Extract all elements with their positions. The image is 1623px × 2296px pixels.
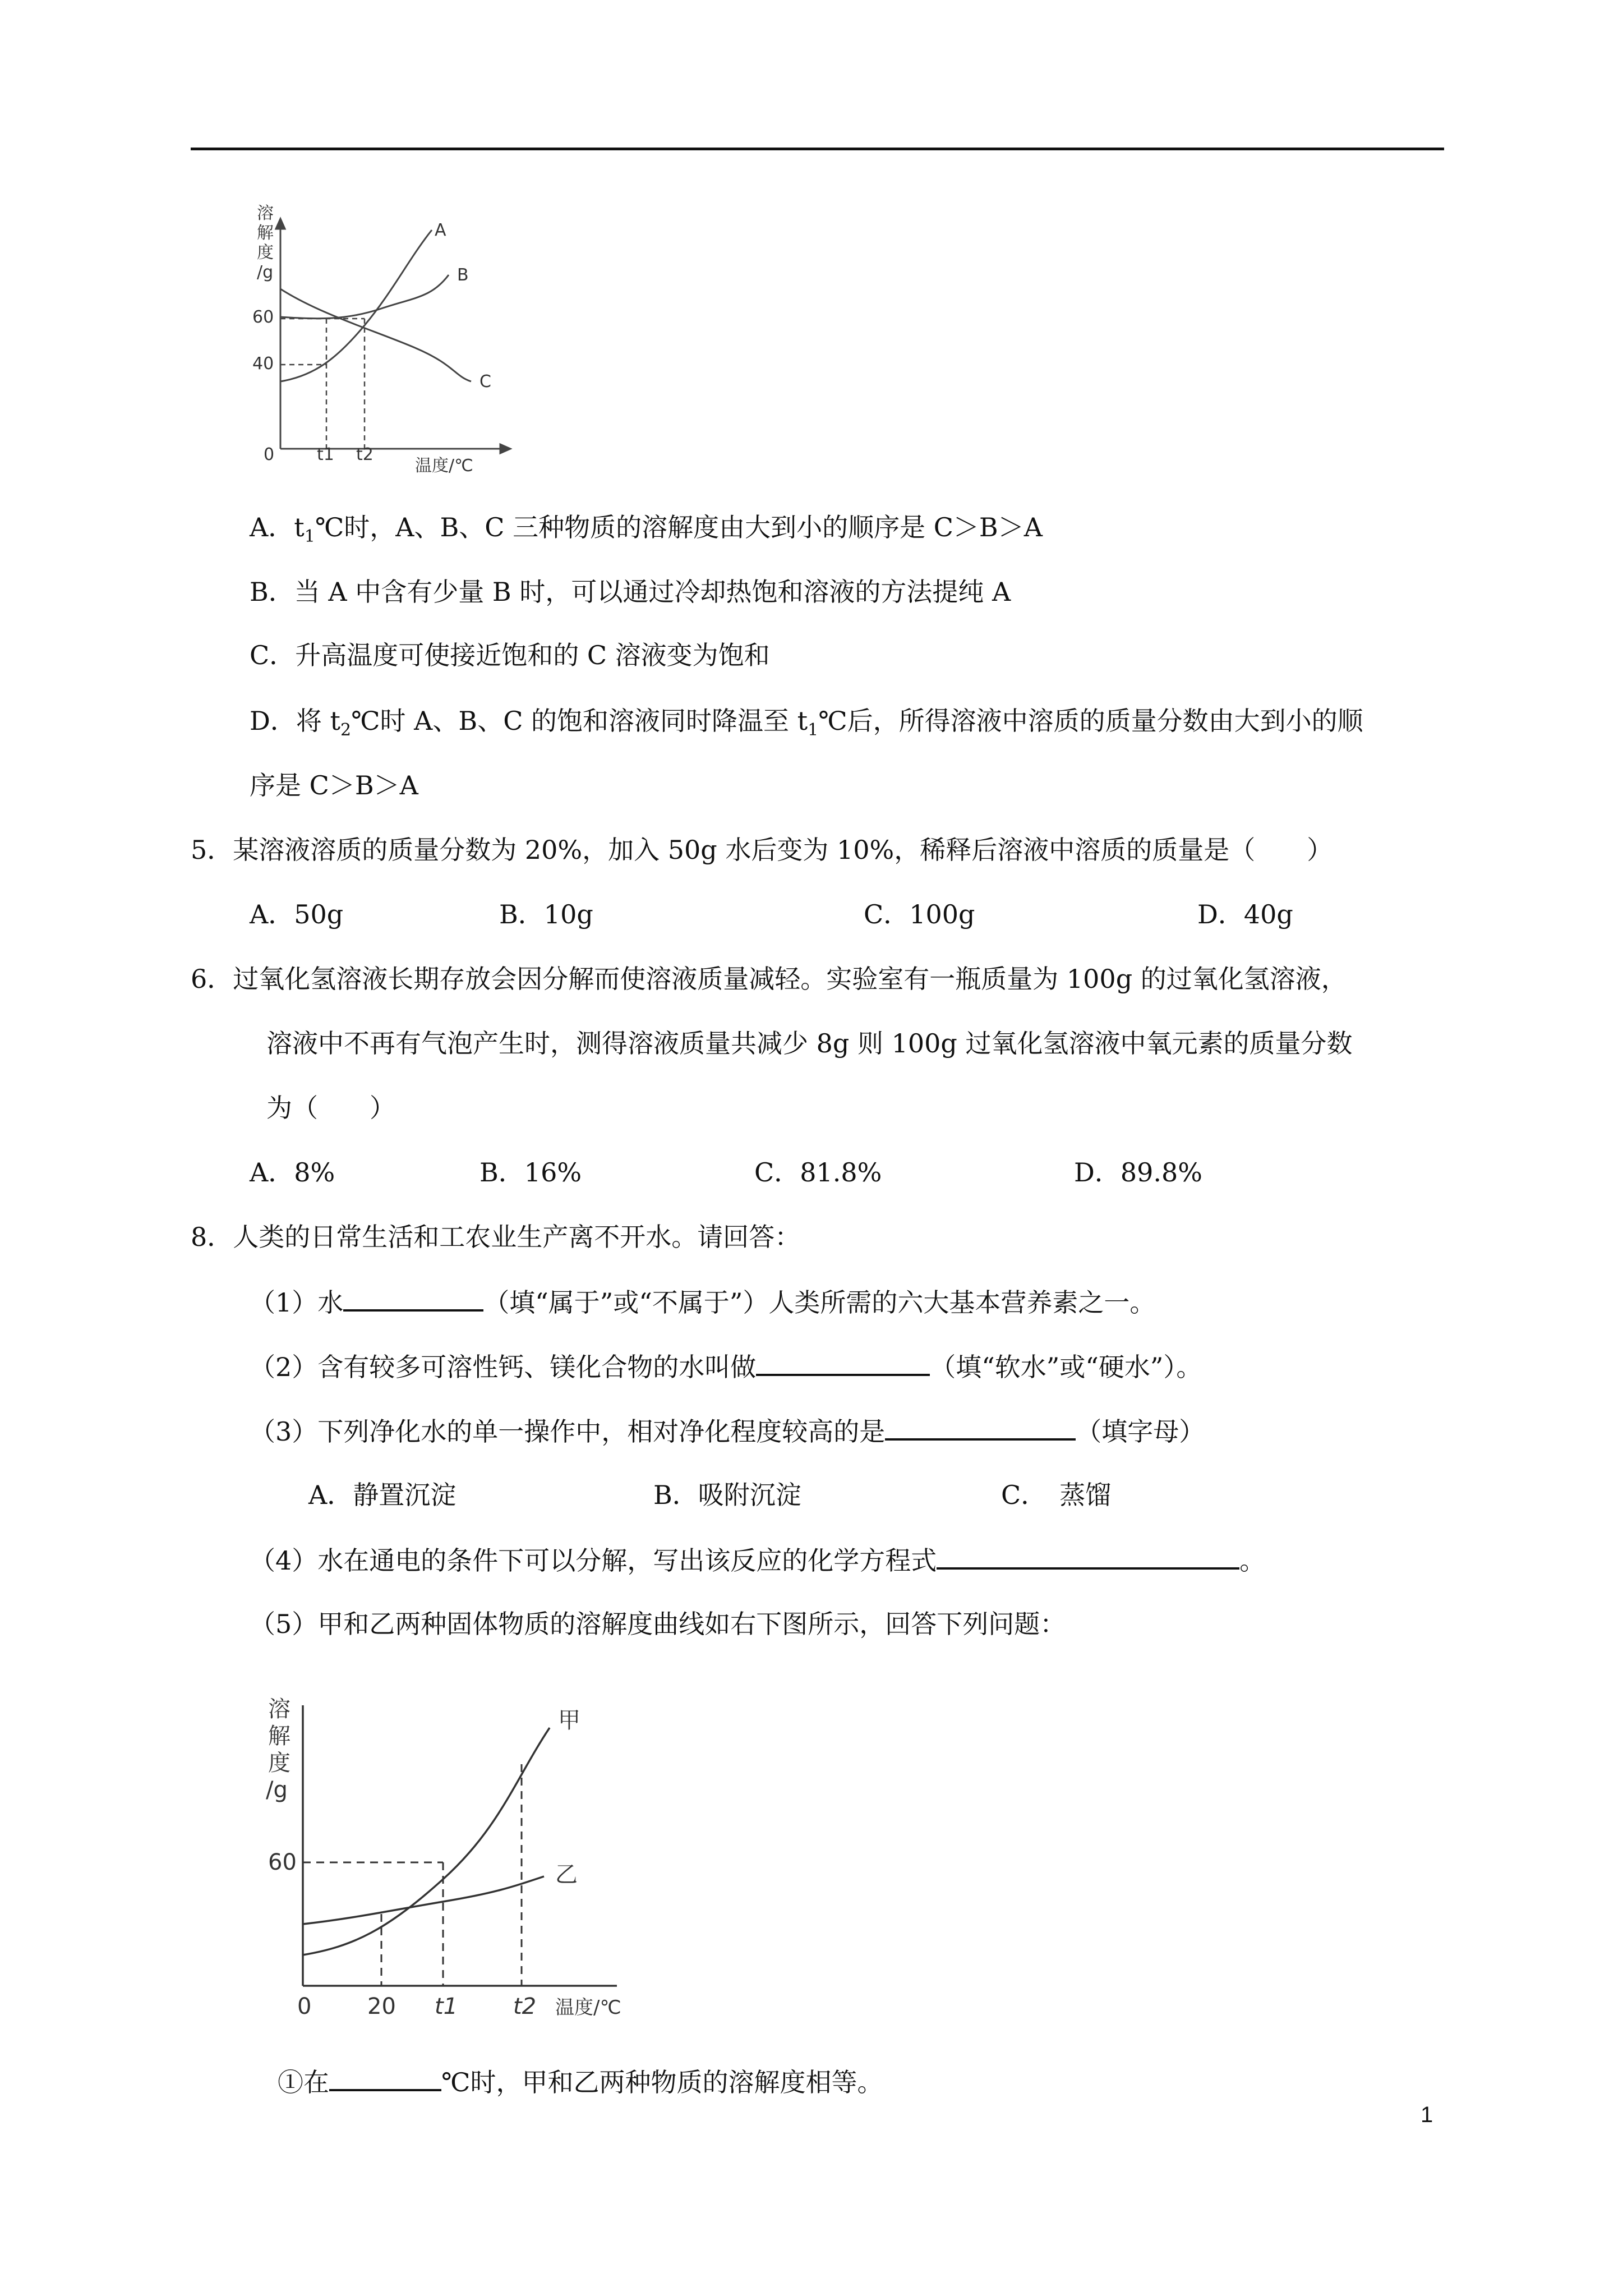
q6-option-a: A．8% [250,1157,335,1188]
xtick-20: 20 [367,1994,396,2019]
curve-jia [303,1728,550,1955]
q8-sub-1: ①在 ℃时，甲和乙两种物质的溶解度相等。 [278,2064,883,2099]
curve-a [280,230,432,381]
q6-stem-1: 6．过氧化氢溶液长期存放会因分解而使溶液质量减轻。实验室有一瓶质量为 100g 的过氧化氢溶液， [191,964,1347,994]
y-axis-arrow [276,219,285,229]
y-label-1: 溶 [257,204,274,223]
xtick-t1: t1 [317,445,334,464]
curve-yi [303,1876,544,1924]
y-label-3: 度 [257,243,274,263]
curve-a-label: A [435,220,446,240]
answer-blank-2[interactable] [756,1349,930,1376]
solubility-chart-abc [236,202,527,482]
page-number: 1 [1421,2102,1433,2127]
curve-b [280,275,449,319]
q5-option-c: C．100g [864,899,975,930]
curve-jia-label: 甲 [558,1708,580,1733]
origin-label: 0 [297,1994,312,2019]
q6-option-c: C．81.8% [754,1157,882,1188]
q8-part-5: （5）甲和乙两种固体物质的溶解度曲线如右下图所示，回答下列问题： [250,1609,1066,1639]
q4-option-b: B．当 A 中含有少量 B 时，可以通过冷却热饱和溶液的方法提纯 A [250,577,1011,607]
xtick-t2: t2 [356,445,374,464]
q6-stem-2: 溶液中不再有气泡产生时，测得溶液质量共减少 8g 则 100g 过氧化氢溶液中氧元素的质量分数 [266,1028,1353,1059]
q6-option-d: D．89.8% [1074,1157,1203,1188]
y-label-1: 溶 [268,1696,291,1722]
q8-p3-option-b: B．吸附沉淀 [653,1480,801,1510]
curve-b-label: B [457,265,469,285]
q5-option-a: A．50g [250,899,344,930]
q8-part-4: （4）水在通电的条件下可以分解，写出该反应的化学方程式 。 [250,1543,1265,1577]
solubility-chart-jia-yi [258,1694,651,2019]
origin-label: 0 [264,445,275,464]
y-label-4: /g [266,1777,288,1803]
q5-stem: 5．某溶液溶质的质量分数为 20%，加入 50g 水后变为 10%，稀释后溶液中溶质的质量是（ ） [191,835,1333,865]
q6-option-b: B．16% [479,1157,582,1188]
answer-blank-3[interactable] [885,1414,1076,1441]
curve-c-label: C [479,372,491,392]
q4-option-d-cont: 序是 C＞B＞A [250,770,418,800]
answer-blank-5[interactable] [329,2064,441,2091]
q8-part-1: （1）水 （填“属于”或“不属于”）人类所需的六大基本营养素之一。 [250,1285,1155,1319]
q4-option-d: D．将 $t_2℃$时 A、B、C 的饱和溶液同时降温至 $t_1℃$后，所得溶液中溶质的质量分数由大到小的顺 [250,706,1363,740]
y-label-2: 解 [257,223,274,243]
q5-option-b: B．10g [499,899,593,930]
xtick-t1: t1 [435,1994,458,2019]
x-axis-label: 温度/℃ [415,456,473,476]
q4-option-a: A．$t_1℃$时，A、B、C 三种物质的溶解度由大到小的顺序是 C＞B＞A [250,512,1043,547]
answer-blank-1[interactable] [343,1285,483,1312]
y-label-4: /g [257,263,274,282]
q6-stem-3: 为（ ） [266,1093,395,1123]
header-rule [191,148,1444,150]
q8-p3-option-a: A．静置沉淀 [308,1480,457,1510]
ytick-60: 60 [268,1849,297,1875]
q8-part-2: （2）含有较多可溶性钙、镁化合物的水叫做 （填“软水”或“硬水”）。 [250,1349,1202,1384]
ytick-40: 40 [252,354,274,374]
x-axis-label: 温度/℃ [555,1996,621,2019]
q5-option-d: D．40g [1197,899,1293,930]
xtick-t2: t2 [513,1994,537,2019]
y-label-3: 度 [268,1750,291,1776]
x-axis-arrow [500,444,510,453]
q8-stem: 8．人类的日常生活和工农业生产离不开水。请回答： [191,1222,801,1252]
answer-blank-4[interactable] [937,1543,1239,1570]
q8-part-3: （3）下列净化水的单一操作中，相对净化程度较高的是 （填字母） [250,1414,1205,1448]
ytick-60: 60 [252,307,274,327]
y-label-2: 解 [268,1723,291,1749]
q4-option-c: C．升高温度可使接近饱和的 C 溶液变为饱和 [250,640,770,670]
curve-yi-label: 乙 [555,1862,578,1888]
q8-p3-option-c: C． 蒸馏 [1001,1480,1112,1510]
curve-c [280,289,471,381]
